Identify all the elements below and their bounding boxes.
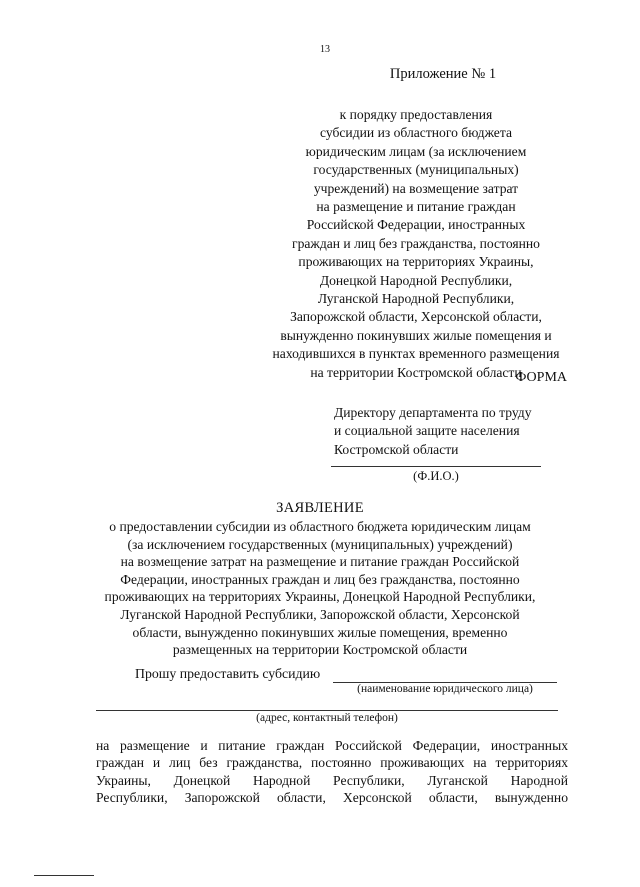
address-blank-line <box>96 710 558 711</box>
addressee-line: Директору департамента по труду <box>334 405 532 420</box>
entity-name-caption: (наименование юридического лица) <box>357 683 533 695</box>
appendix-line: проживающих на территориях Украины, <box>298 254 534 270</box>
appendix-title: Приложение № 1 <box>389 66 497 82</box>
form-label: ФОРМА <box>515 370 567 385</box>
appendix-line: субсидии из областного бюджета <box>320 125 512 141</box>
paragraph-line: Украины, Донецкой Народной Республики, Луганской Народной <box>96 772 568 788</box>
body-paragraph <box>96 737 568 807</box>
statement-line: области, вынужденно покинувших жилые помещения, временно <box>132 624 508 640</box>
statement-line: (за исключением государственных (муниципальных) учреждений) <box>127 536 513 552</box>
statement-line: проживающих на территориях Украины, Донецкой Народной Республики, <box>104 589 536 605</box>
appendix-line: на размещение и питание граждан <box>316 199 516 215</box>
paragraph-line: на размещение и питание граждан Российской Федерации, иностранных <box>96 738 568 753</box>
addressee-line: и социальной защите населения <box>334 423 520 439</box>
appendix-line: Донецкой Народной Республики, <box>319 272 513 288</box>
fio-caption: (Ф.И.О.) <box>413 469 459 483</box>
appendix-line: Российской Федерации, иностранных <box>306 217 526 233</box>
appendix-line: государственных (муниципальных) <box>313 162 519 178</box>
address-caption: (адрес, контактный телефон) <box>256 712 398 724</box>
footnote-separator <box>34 875 94 876</box>
statement-line: размещенных на территории Костромской области <box>172 642 468 658</box>
appendix-line: Луганской Народной Республики, <box>317 291 515 307</box>
appendix-line: находившихся в пунктах временного размещения <box>272 346 560 362</box>
fio-blank-line <box>331 466 541 467</box>
statement-line: Федерации, иностранных граждан и лиц без гражданства, постоянно <box>120 571 520 587</box>
addressee-line: Костромской области <box>334 441 459 457</box>
appendix-line: на территории Костромской области <box>310 364 522 380</box>
paragraph-line: граждан и лиц без гражданства, постоянно проживающих на территориях <box>96 755 568 771</box>
page-number: 13 <box>320 44 330 55</box>
appendix-line: к порядку предоставления <box>339 107 493 122</box>
appendix-line: Запорожской области, Херсонской области, <box>290 309 542 325</box>
appendix-line: граждан и лиц без гражданства, постоянно <box>292 235 540 251</box>
appendix-line: вынужденно покинувших жилые помещения и <box>280 327 552 343</box>
appendix-description <box>256 106 576 382</box>
request-text: Прошу предоставить субсидию <box>135 666 321 681</box>
statement-line: о предоставлении субсидии из областного бюджета юридическим лицам <box>109 519 531 534</box>
addressee-block <box>334 404 594 459</box>
statement-subject <box>80 518 560 659</box>
statement-line: на возмещение затрат на размещение и питание граждан Российской <box>120 554 520 570</box>
statement-title: ЗАЯВЛЕНИЕ <box>276 500 364 516</box>
paragraph-line: Республики, Запорожской области, Херсонской области, вынужденно <box>96 790 568 806</box>
statement-line: Луганской Народной Республики, Запорожской области, Херсонской <box>120 606 520 622</box>
appendix-line: учреждений) на возмещение затрат <box>313 180 519 196</box>
appendix-line: юридическим лицам (за исключением <box>305 143 527 159</box>
